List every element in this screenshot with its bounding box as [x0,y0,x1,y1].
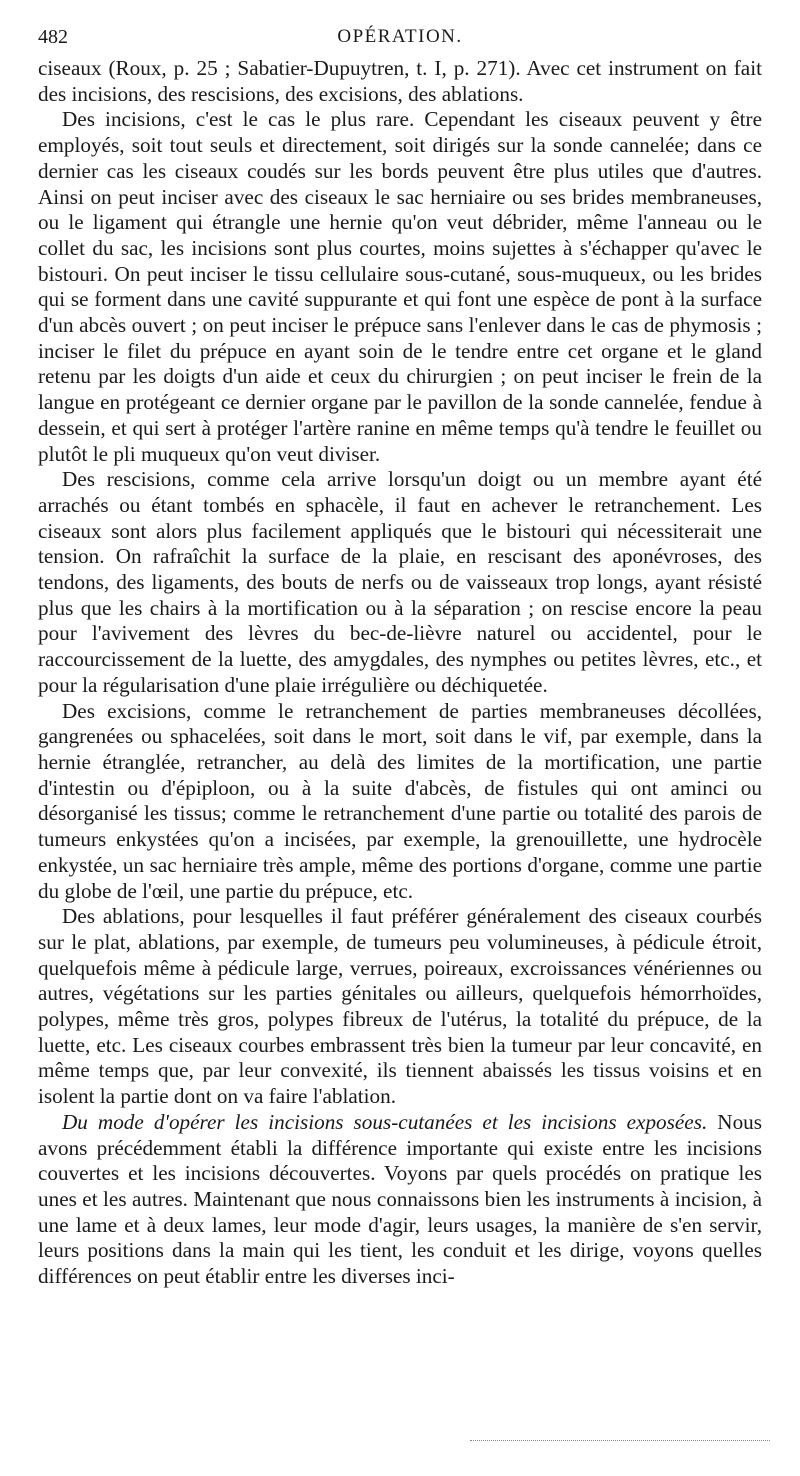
section-text: Nous avons précédemment établi la différence importante qui existe entre les incisions couvertes et les incisions découvertes. Voyons par quels procédés on pratique les unes et les autres. Maintenant que nous connaissons bien les instruments à incision, à une lame et à deux lames, leur mode d'agir, leurs usages, la manière de s'en servir, leurs positions dans la main qui les tient, les conduit et les dirige, voyons quelles différences on peut établir entre les diverses inci- [38,1109,762,1289]
body-text [38,56,762,1290]
section-heading: Du mode d'opérer les incisions sous-cutanées et les incisions exposées. [62,1109,708,1134]
paragraph-excisions: Des excisions, comme le retranchement de parties membraneuses décollées, gangrenées ou sphacelées, soit dans le mort, soit dans le vif, par exemple, dans la hernie étranglée, retrancher, au delà des limites de la mortification, une partie d'intestin ou d'épiploon, ou à la suite d'abcès, de fistules qui ont aminci ou désorganisé les tissus; comme le retranchement d'une partie ou totalité des parois de tumeurs enkystées qu'on a incisées, par exemple, la grenouillette, une hydrocèle enkystée, un sac herniaire très ample, même des portions d'organe, comme une partie du globe de l'œil, une partie du prépuce, etc. [38,698,762,903]
page-number: 482 [38,26,68,48]
paragraph-section [38,1110,762,1290]
paragraph-continuation: ciseaux (Roux, p. 25 ; Sabatier-Dupuytren, t. I, p. 271). Avec cet instrument on fait des incisions, des rescisions, des excisions, des ablations. [38,56,762,106]
page-header [38,26,762,56]
paragraph-ablations: Des ablations, pour lesquelles il faut préférer généralement des ciseaux courbés sur le plat, ablations, par exemple, de tumeurs peu volumineuses, à pédicule étroit, quelquefois même à pédicule large, verrues, poireaux, excroissances vénériennes ou autres, végétations sur les parties génitales ou ailleurs, quelquefois hémorrhoïdes, polypes, même très gros, polypes fibreux de l'utérus, la totalité du prépuce, de la luette, etc. Les ciseaux courbes embrassent très bien la tumeur par leur concavité, en même temps que, par leur convexité, ils tiennent abaissés les tissus voisins et en isolent la partie dont on va faire l'ablation. [38,904,762,1109]
paragraph-incisions: Des incisions, c'est le cas le plus rare. Cependant les ciseaux peuvent y être employés, soit tout seuls et directement, soit dirigés sur la sonde cannelée; dans ce dernier cas les ciseaux coudés sur les bords peuvent être plus utiles que d'autres. Ainsi on peut inciser avec des ciseaux le sac herniaire ou ses brides membraneuses, ou le ligament qui étrangle une hernie qu'on veut débrider, même l'anneau ou le collet du sac, les incisions sont plus courtes, moins sujettes à s'échapper qu'avec le bistouri. On peut inciser le tissu cellulaire sous-cutané, sous-muqueux, ou les brides qui se forment dans une cavité suppurante et qui font une espèce de pont à la surface d'un abcès ouvert ; on peut inciser le prépuce sans l'enlever dans le cas de phymosis ; inciser le filet du prépuce en ayant soin de le tendre entre cet organe et le gland retenu par les doigts d'un aide et ceux du chirurgien ; on peut inciser le frein de la langue en protégeant ce dernier organe par le pavillon de la sonde cannelée, fendue à dessein, et qui sert à protéger l'artère ranine en même temps qu'à tendre le feuillet ou plutôt le pli muqueux qu'on veut diviser. [38,107,762,466]
footer-dotted-rule [470,1440,770,1441]
running-title: OPÉRATION. [337,26,463,47]
paragraph-rescisions: Des rescisions, comme cela arrive lorsqu'un doigt ou un membre ayant été arrachés ou étant tombés en sphacèle, il faut en achever le retranchement. Les ciseaux sont alors plus facilement appliqués que le bistouri qui nécessiterait une tension. On rafraîchit la surface de la plaie, en rescisant des aponévroses, des tendons, des ligaments, des bouts de nerfs ou de vaisseaux trop longs, ayant résisté plus que les chairs à la mortification ou à la séparation ; on rescise encore la peau pour l'avivement des lèvres du bec-de-lièvre naturel ou accidentel, pour le raccourcissement de la luette, des amygdales, des nymphes ou petites lèvres, etc., et pour la régularisation d'une plaie irrégulière ou déchiquetée. [38,467,762,697]
